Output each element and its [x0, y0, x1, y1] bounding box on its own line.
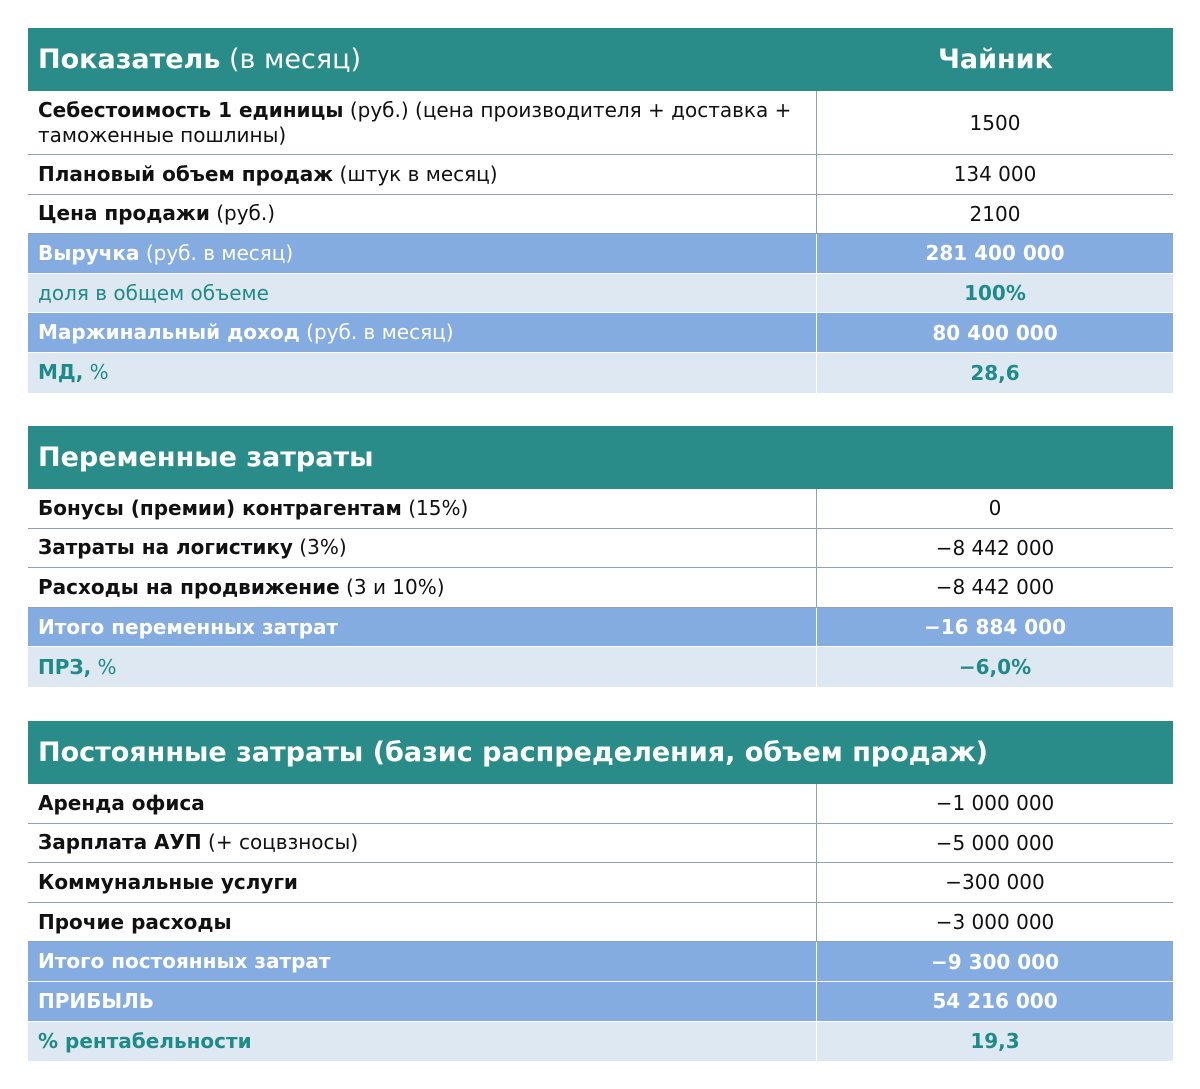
row-value: −6,0%	[958, 655, 1032, 680]
row-note: (штук в месяц)	[333, 161, 498, 186]
row-label: Плановый объем продаж	[38, 161, 334, 186]
row-value: −8 442 000	[935, 535, 1055, 560]
indicators-header	[28, 28, 1173, 91]
row-value: −8 442 000	[935, 575, 1055, 600]
row-label: Зарплата АУП	[38, 830, 202, 855]
margin-percent-row	[28, 353, 1173, 393]
row-label: МД,	[38, 360, 84, 385]
row-label: Итого переменных затрат	[38, 614, 339, 639]
row-note: (руб. в месяц)	[299, 320, 454, 345]
share-row	[28, 274, 1173, 314]
indicators-title-suffix: (в месяц)	[220, 44, 362, 75]
product-column-header: Чайник	[938, 44, 1053, 75]
row-value: 80 400 000	[932, 320, 1058, 345]
table-row	[28, 155, 1173, 195]
row-note: (15%)	[401, 495, 469, 520]
variable-costs-title: Переменные затраты	[38, 442, 374, 473]
prz-percent-row	[28, 647, 1173, 687]
variable-costs-total-row	[28, 608, 1173, 648]
row-value: 19,3	[970, 1029, 1020, 1054]
row-note: (руб.) (цена производителя + доставка + таможенные пошлины)	[38, 97, 792, 147]
row-value: −1 000 000	[935, 791, 1055, 816]
table-row	[28, 863, 1173, 903]
table-row	[28, 195, 1173, 235]
fixed-costs-title: Постоянные затраты (базис распределения, объем продаж)	[38, 737, 988, 768]
row-value: 28,6	[970, 360, 1020, 385]
row-label: Прочие расходы	[38, 909, 232, 934]
row-value: 54 216 000	[932, 989, 1058, 1014]
row-label: Аренда офиса	[38, 790, 205, 815]
row-value: 1500	[969, 110, 1021, 135]
indicators-title: Показатель	[38, 44, 221, 75]
variable-costs-header	[28, 426, 1173, 489]
row-value: 0	[988, 496, 1002, 521]
table-row	[28, 489, 1173, 529]
fixed-costs-table	[28, 721, 1173, 1061]
row-label: Затраты на логистику	[38, 535, 293, 560]
row-value: −9 300 000	[930, 949, 1060, 974]
profit-row	[28, 982, 1173, 1022]
row-label: Себестоимость 1 единицы	[38, 97, 344, 122]
row-note: (3 и 10%)	[339, 574, 445, 599]
revenue-row	[28, 234, 1173, 274]
fixed-costs-header	[28, 721, 1173, 784]
row-value: −5 000 000	[935, 830, 1055, 855]
profitability-row	[28, 1022, 1173, 1062]
row-note: (руб.)	[209, 201, 276, 226]
row-label: Расходы на продвижение	[38, 574, 340, 599]
row-label: Маржинальный доход	[38, 320, 300, 345]
indicators-table	[28, 28, 1173, 393]
row-value: −3 000 000	[935, 910, 1055, 935]
row-value: −300 000	[945, 870, 1045, 895]
variable-costs-table	[28, 426, 1173, 687]
table-row	[28, 784, 1173, 824]
row-value: 2100	[969, 201, 1021, 226]
row-label: Бонусы (премии) контрагентам	[38, 495, 402, 520]
row-label: Цена продажи	[38, 201, 210, 226]
row-label: ПРИБЫЛЬ	[38, 988, 154, 1013]
row-value: 281 400 000	[925, 241, 1065, 266]
row-note: (руб. в месяц)	[139, 240, 294, 265]
row-note: (3%)	[292, 535, 347, 560]
row-note: %	[91, 654, 117, 679]
row-note: доля в общем объеме	[38, 280, 269, 305]
row-label: Итого постоянных затрат	[38, 949, 331, 974]
table-row	[28, 91, 1173, 155]
fixed-costs-total-row	[28, 942, 1173, 982]
table-row	[28, 824, 1173, 864]
row-label: Выручка	[38, 240, 140, 265]
row-label: % рентабельности	[38, 1028, 252, 1053]
margin-income-row	[28, 313, 1173, 353]
row-note: (+ соцвзносы)	[201, 830, 359, 855]
row-value: 100%	[964, 281, 1026, 306]
row-note: %	[83, 360, 109, 385]
table-row	[28, 903, 1173, 943]
table-row	[28, 529, 1173, 569]
row-value: 134 000	[953, 162, 1037, 187]
row-label: Коммунальные услуги	[38, 869, 298, 894]
row-value: −16 884 000	[923, 615, 1066, 640]
table-row	[28, 568, 1173, 608]
row-label: ПРЗ,	[38, 654, 92, 679]
